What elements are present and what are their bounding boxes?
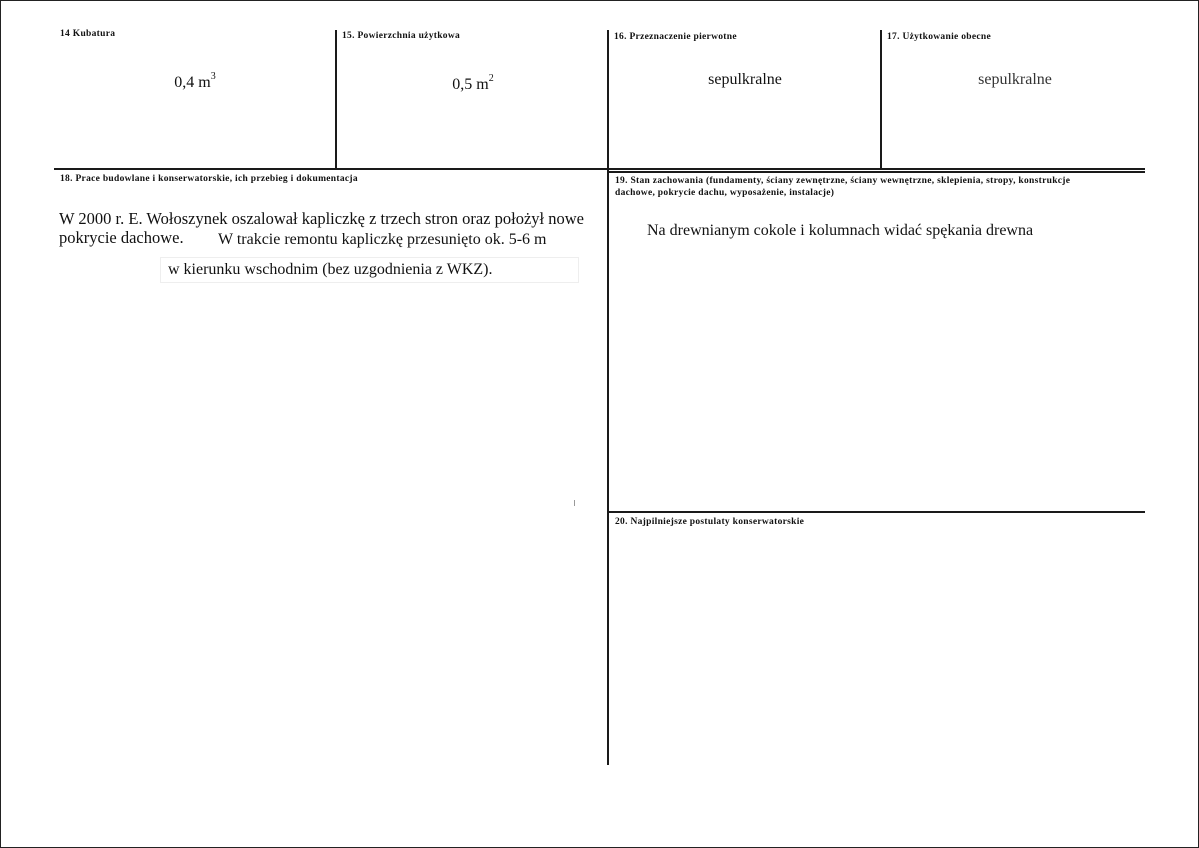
field-14-label: 14 Kubatura [60, 29, 116, 39]
field-15-number: 0,5 m [452, 76, 489, 93]
field-15-exponent: 2 [488, 73, 494, 84]
section-20-top-border [609, 511, 1145, 513]
right-section-top-border [609, 171, 1145, 173]
field-18-label: 18. Prace budowlane i konserwatorskie, ich przebieg i dokumentacja [60, 174, 358, 184]
field-15-label: 15. Powierzchnia użytkowa [342, 31, 461, 41]
field-17-value: sepulkralne [978, 71, 1052, 88]
top-row-bottom-border [54, 168, 1145, 170]
field-17-label: 17. Użytkowanie obecne [887, 32, 991, 42]
field-19-value: Na drewnianym cokole i kolumnach widać spękania drewna [647, 222, 1034, 239]
field-16-label: 16. Przeznaczenie pierwotne [614, 32, 737, 42]
top-row-divider-2 [607, 30, 609, 170]
field-19-label-line-2: dachowe, pokrycie dachu, wyposażenie, instalacje) [615, 188, 835, 198]
field-18-line-2: pokrycie dachowe. [59, 228, 184, 247]
field-15-value [428, 73, 518, 94]
middle-column-divider [607, 170, 609, 765]
field-14-value [150, 71, 240, 92]
scan-speck [574, 500, 575, 506]
field-18-note-2: w kierunku wschodnim (bez uzgodnienia z WKZ). [160, 257, 579, 283]
field-19-label-line-1: 19. Stan zachowania (fundamenty, ściany zewnętrzne, ściany wewnętrzne, sklepienia, stropy, konstrukcje [615, 176, 1071, 186]
field-14-number: 0,4 m [174, 74, 211, 91]
top-row-divider-3 [880, 30, 882, 170]
field-18-note-1: W trakcie remontu kapliczkę przesunięto ok. 5-6 m [218, 231, 547, 248]
field-20-label: 20. Najpilniejsze postulaty konserwatorskie [615, 517, 805, 527]
field-16-value: sepulkralne [708, 71, 782, 88]
top-row-divider-1 [335, 30, 337, 170]
field-18-line-1: W 2000 r. E. Wołoszynek oszalował kapliczkę z trzech stron oraz położył nowe [59, 209, 584, 228]
field-14-exponent: 3 [210, 71, 216, 82]
